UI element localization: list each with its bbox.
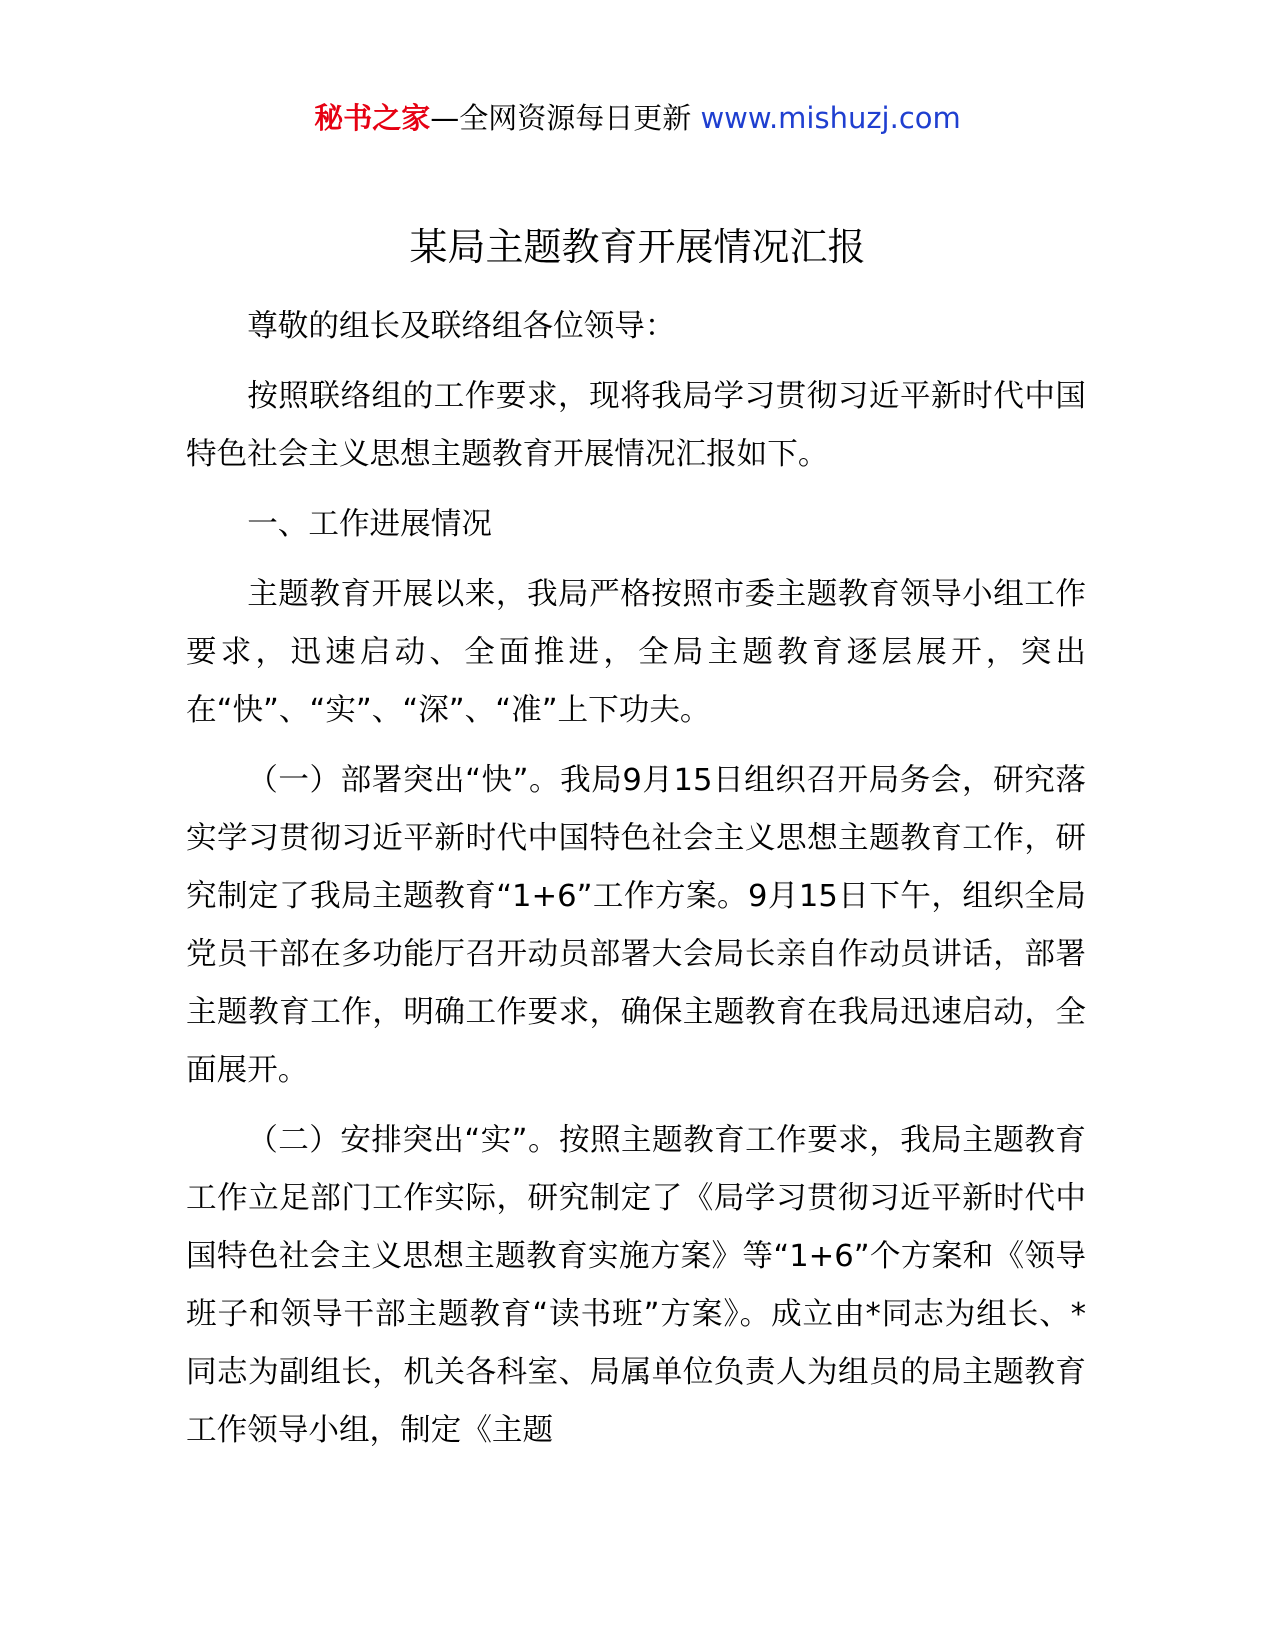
document-body xyxy=(186,298,1086,1472)
paragraph-overview: 主题教育开展以来，我局严格按照市委主题教育领导小组工作要求，迅速启动、全面推进，全局主题教育逐层展开，突出在“快”、“实”、“深”、“准”上下功夫。 xyxy=(186,577,1086,728)
paragraph-item-1: （一）部署突出“快”。我局9月15日组织召开局务会，研究落实学习贯彻习近平新时代中国特色社会主义思想主题教育工作，研究制定了我局主题教育“1+6”工作方案。9月15日下午，组织全局党员干部在多功能厅召开动员部署大会局长亲自作动员讲话，部署主题教育工作，明确工作要求，确保主题教育在我局迅速启动，全面展开。 xyxy=(186,763,1086,1088)
site-tagline: —全网资源每日更新 xyxy=(430,101,701,135)
document-title: 某局主题教育开展情况汇报 xyxy=(409,225,866,269)
site-header xyxy=(0,98,1275,138)
paragraph-intro: 按照联络组的工作要求，现将我局学习贯彻习近平新时代中国特色社会主义思想主题教育开展情况汇报如下。 xyxy=(186,379,1086,472)
site-url-link[interactable]: www.mishuzj.com xyxy=(700,101,961,135)
paragraph-item-2: （二）安排突出“实”。按照主题教育工作要求，我局主题教育工作立足部门工作实际，研究制定了《局学习贯彻习近平新时代中国特色社会主义思想主题教育实施方案》等“1+6”个方案和《领导班子和领导干部主题教育“读书班”方案》。成立由*同志为组长、*同志为副组长，机关各科室、局属单位负责人为组员的局主题教育工作领导小组，制定《主题 xyxy=(186,1123,1086,1448)
salutation: 尊敬的组长及联络组各位领导： xyxy=(247,309,676,344)
section-heading: 一、工作进展情况 xyxy=(247,507,492,542)
site-brand: 秘书之家 xyxy=(314,101,431,135)
